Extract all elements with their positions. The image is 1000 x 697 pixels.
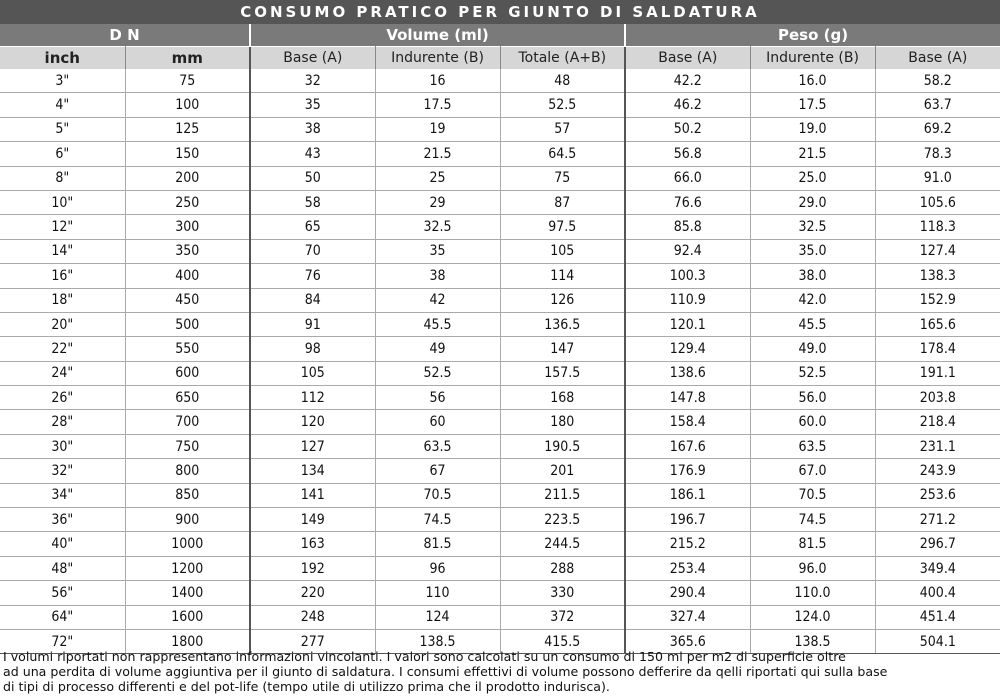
- cell-peso-base-2: 178.4: [875, 337, 1000, 361]
- cell-volume-totale: 105: [500, 239, 625, 263]
- cell-peso-base: 56.8: [625, 142, 750, 166]
- cell-peso-base-2: 349.4: [875, 556, 1000, 580]
- cell-mm: 1600: [125, 605, 250, 629]
- table-row: [0, 605, 1000, 629]
- cell-inch: 56": [0, 581, 125, 605]
- cell-volume-indurente: 60: [375, 410, 500, 434]
- cell-inch: 8": [0, 166, 125, 190]
- cell-volume-base: 163: [250, 532, 375, 556]
- cell-inch: 22": [0, 337, 125, 361]
- cell-peso-base-2: 203.8: [875, 386, 1000, 410]
- cell-volume-totale: 126: [500, 288, 625, 312]
- cell-volume-indurente: 19: [375, 117, 500, 141]
- cell-volume-totale: 415.5: [500, 629, 625, 653]
- column-header-peso-base: Base (A): [625, 47, 750, 70]
- cell-volume-base: 58: [250, 190, 375, 214]
- cell-peso-indurente: 52.5: [750, 361, 875, 385]
- cell-peso-base: 85.8: [625, 215, 750, 239]
- cell-mm: 750: [125, 434, 250, 458]
- cell-volume-base: 70: [250, 239, 375, 263]
- cell-inch: 24": [0, 361, 125, 385]
- table-row: [0, 166, 1000, 190]
- cell-inch: 3": [0, 69, 125, 93]
- cell-inch: 20": [0, 312, 125, 336]
- cell-volume-indurente: 38: [375, 264, 500, 288]
- cell-peso-base-2: 243.9: [875, 459, 1000, 483]
- cell-mm: 1200: [125, 556, 250, 580]
- cell-volume-totale: 288: [500, 556, 625, 580]
- cell-peso-base: 167.6: [625, 434, 750, 458]
- cell-inch: 4": [0, 93, 125, 117]
- cell-peso-indurente: 32.5: [750, 215, 875, 239]
- cell-volume-totale: 57: [500, 117, 625, 141]
- cell-peso-base-2: 105.6: [875, 190, 1000, 214]
- cell-volume-totale: 201: [500, 459, 625, 483]
- cell-volume-indurente: 74.5: [375, 508, 500, 532]
- cell-volume-base: 32: [250, 69, 375, 93]
- cell-volume-indurente: 52.5: [375, 361, 500, 385]
- cell-mm: 650: [125, 386, 250, 410]
- cell-volume-base: 38: [250, 117, 375, 141]
- cell-volume-base: 248: [250, 605, 375, 629]
- table-row: [0, 312, 1000, 336]
- cell-volume-indurente: 17.5: [375, 93, 500, 117]
- column-header-peso-indurente: Indurente (B): [750, 47, 875, 70]
- cell-volume-base: 50: [250, 166, 375, 190]
- cell-mm: 800: [125, 459, 250, 483]
- cell-mm: 850: [125, 483, 250, 507]
- cell-peso-base: 290.4: [625, 581, 750, 605]
- cell-volume-totale: 64.5: [500, 142, 625, 166]
- table-body: [0, 69, 1000, 654]
- cell-peso-base-2: 231.1: [875, 434, 1000, 458]
- cell-volume-indurente: 45.5: [375, 312, 500, 336]
- cell-peso-indurente: 29.0: [750, 190, 875, 214]
- cell-volume-base: 149: [250, 508, 375, 532]
- column-header-inch: inch: [0, 47, 125, 70]
- cell-peso-base: 100.3: [625, 264, 750, 288]
- cell-inch: 32": [0, 459, 125, 483]
- cell-peso-base: 92.4: [625, 239, 750, 263]
- cell-inch: 72": [0, 629, 125, 653]
- cell-inch: 30": [0, 434, 125, 458]
- cell-peso-base: 110.9: [625, 288, 750, 312]
- cell-volume-totale: 87: [500, 190, 625, 214]
- table-row: [0, 361, 1000, 385]
- cell-peso-base-2: 451.4: [875, 605, 1000, 629]
- cell-peso-indurente: 35.0: [750, 239, 875, 263]
- cell-volume-base: 192: [250, 556, 375, 580]
- cell-mm: 200: [125, 166, 250, 190]
- cell-peso-indurente: 16.0: [750, 69, 875, 93]
- cell-peso-base-2: 165.6: [875, 312, 1000, 336]
- cell-volume-indurente: 124: [375, 605, 500, 629]
- cell-inch: 28": [0, 410, 125, 434]
- cell-volume-base: 91: [250, 312, 375, 336]
- table-row: [0, 556, 1000, 580]
- cell-peso-base-2: 296.7: [875, 532, 1000, 556]
- cell-volume-indurente: 21.5: [375, 142, 500, 166]
- cell-mm: 1800: [125, 629, 250, 653]
- cell-peso-base-2: 63.7: [875, 93, 1000, 117]
- cell-volume-indurente: 56: [375, 386, 500, 410]
- cell-peso-base: 186.1: [625, 483, 750, 507]
- table-row: [0, 93, 1000, 117]
- cell-volume-totale: 372: [500, 605, 625, 629]
- table-row: [0, 581, 1000, 605]
- cell-peso-base: 196.7: [625, 508, 750, 532]
- cell-peso-base-2: 152.9: [875, 288, 1000, 312]
- cell-volume-base: 105: [250, 361, 375, 385]
- cell-mm: 250: [125, 190, 250, 214]
- table-row: [0, 459, 1000, 483]
- cell-volume-totale: 97.5: [500, 215, 625, 239]
- cell-peso-base: 158.4: [625, 410, 750, 434]
- column-header-volume-indurente: Indurente (B): [375, 47, 500, 70]
- cell-volume-indurente: 42: [375, 288, 500, 312]
- cell-volume-base: 84: [250, 288, 375, 312]
- cell-volume-base: 43: [250, 142, 375, 166]
- cell-peso-indurente: 124.0: [750, 605, 875, 629]
- cell-volume-totale: 52.5: [500, 93, 625, 117]
- cell-mm: 350: [125, 239, 250, 263]
- table-row: [0, 337, 1000, 361]
- cell-volume-base: 65: [250, 215, 375, 239]
- cell-inch: 36": [0, 508, 125, 532]
- cell-peso-base-2: 69.2: [875, 117, 1000, 141]
- group-header-peso: Peso (g): [625, 24, 1000, 47]
- cell-volume-indurente: 25: [375, 166, 500, 190]
- cell-inch: 40": [0, 532, 125, 556]
- cell-peso-base: 46.2: [625, 93, 750, 117]
- cell-volume-base: 220: [250, 581, 375, 605]
- cell-mm: 900: [125, 508, 250, 532]
- cell-mm: 400: [125, 264, 250, 288]
- cell-peso-base-2: 118.3: [875, 215, 1000, 239]
- cell-peso-base: 327.4: [625, 605, 750, 629]
- cell-peso-base: 50.2: [625, 117, 750, 141]
- column-header-peso-base-2: Base (A): [875, 47, 1000, 70]
- cell-peso-base-2: 400.4: [875, 581, 1000, 605]
- cell-volume-indurente: 110: [375, 581, 500, 605]
- cell-peso-base-2: 504.1: [875, 629, 1000, 653]
- cell-peso-base-2: 218.4: [875, 410, 1000, 434]
- table-row: [0, 264, 1000, 288]
- cell-volume-indurente: 35: [375, 239, 500, 263]
- cell-inch: 12": [0, 215, 125, 239]
- cell-peso-indurente: 42.0: [750, 288, 875, 312]
- cell-mm: 150: [125, 142, 250, 166]
- cell-peso-indurente: 70.5: [750, 483, 875, 507]
- cell-peso-indurente: 25.0: [750, 166, 875, 190]
- cell-peso-indurente: 38.0: [750, 264, 875, 288]
- footnote-line: ad una perdita di volume aggiuntiva per il giunto di saldatura. I consumi effettivi di volume possono defferire da qelli riportati qui sulla base: [3, 664, 888, 679]
- cell-inch: 64": [0, 605, 125, 629]
- cell-peso-indurente: 96.0: [750, 556, 875, 580]
- table-row: [0, 386, 1000, 410]
- cell-volume-totale: 147: [500, 337, 625, 361]
- table-row: [0, 410, 1000, 434]
- cell-peso-indurente: 138.5: [750, 629, 875, 653]
- cell-peso-base-2: 253.6: [875, 483, 1000, 507]
- table-row: [0, 190, 1000, 214]
- cell-peso-base-2: 127.4: [875, 239, 1000, 263]
- cell-peso-base-2: 271.2: [875, 508, 1000, 532]
- cell-mm: 1400: [125, 581, 250, 605]
- cell-volume-totale: 168: [500, 386, 625, 410]
- cell-inch: 48": [0, 556, 125, 580]
- cell-volume-indurente: 70.5: [375, 483, 500, 507]
- cell-peso-indurente: 45.5: [750, 312, 875, 336]
- cell-peso-indurente: 63.5: [750, 434, 875, 458]
- cell-inch: 10": [0, 190, 125, 214]
- cell-volume-indurente: 32.5: [375, 215, 500, 239]
- column-header-volume-base: Base (A): [250, 47, 375, 70]
- cell-peso-base: 66.0: [625, 166, 750, 190]
- cell-mm: 1000: [125, 532, 250, 556]
- cell-inch: 34": [0, 483, 125, 507]
- cell-mm: 450: [125, 288, 250, 312]
- table-row: [0, 69, 1000, 93]
- cell-volume-totale: 330: [500, 581, 625, 605]
- cell-volume-base: 120: [250, 410, 375, 434]
- cell-peso-base-2: 138.3: [875, 264, 1000, 288]
- cell-peso-indurente: 49.0: [750, 337, 875, 361]
- cell-volume-indurente: 29: [375, 190, 500, 214]
- cell-volume-indurente: 138.5: [375, 629, 500, 653]
- cell-inch: 6": [0, 142, 125, 166]
- cell-mm: 300: [125, 215, 250, 239]
- cell-peso-base: 215.2: [625, 532, 750, 556]
- cell-volume-totale: 114: [500, 264, 625, 288]
- table-row: [0, 215, 1000, 239]
- group-header-volume: Volume (ml): [250, 24, 625, 47]
- cell-mm: 700: [125, 410, 250, 434]
- cell-volume-totale: 136.5: [500, 312, 625, 336]
- cell-volume-totale: 180: [500, 410, 625, 434]
- cell-peso-indurente: 21.5: [750, 142, 875, 166]
- cell-volume-indurente: 67: [375, 459, 500, 483]
- cell-mm: 100: [125, 93, 250, 117]
- table-title: CONSUMO PRATICO PER GIUNTO DI SALDATURA: [0, 0, 1000, 24]
- table-row: [0, 239, 1000, 263]
- table-row: [0, 508, 1000, 532]
- cell-peso-indurente: 56.0: [750, 386, 875, 410]
- cell-volume-base: 134: [250, 459, 375, 483]
- table-row: [0, 288, 1000, 312]
- cell-peso-indurente: 19.0: [750, 117, 875, 141]
- cell-volume-base: 98: [250, 337, 375, 361]
- cell-peso-base-2: 78.3: [875, 142, 1000, 166]
- column-header-volume-totale: Totale (A+B): [500, 47, 625, 70]
- cell-volume-base: 127: [250, 434, 375, 458]
- cell-peso-indurente: 74.5: [750, 508, 875, 532]
- table-row: [0, 434, 1000, 458]
- table-row: [0, 142, 1000, 166]
- cell-peso-base: 176.9: [625, 459, 750, 483]
- cell-peso-base: 147.8: [625, 386, 750, 410]
- cell-peso-base: 120.1: [625, 312, 750, 336]
- cell-mm: 550: [125, 337, 250, 361]
- cell-volume-indurente: 63.5: [375, 434, 500, 458]
- cell-volume-indurente: 16: [375, 69, 500, 93]
- cell-volume-totale: 211.5: [500, 483, 625, 507]
- cell-volume-indurente: 81.5: [375, 532, 500, 556]
- cell-volume-totale: 223.5: [500, 508, 625, 532]
- cell-inch: 18": [0, 288, 125, 312]
- cell-volume-base: 141: [250, 483, 375, 507]
- cell-volume-base: 76: [250, 264, 375, 288]
- cell-mm: 75: [125, 69, 250, 93]
- cell-peso-base-2: 58.2: [875, 69, 1000, 93]
- cell-volume-totale: 75: [500, 166, 625, 190]
- cell-volume-totale: 157.5: [500, 361, 625, 385]
- footnote-line: di tipi di processo differenti e del pot-life (tempo utile di utilizzo prima che il prodotto indurisca).: [3, 679, 610, 694]
- cell-inch: 26": [0, 386, 125, 410]
- cell-peso-indurente: 110.0: [750, 581, 875, 605]
- table-row: [0, 532, 1000, 556]
- cell-mm: 125: [125, 117, 250, 141]
- cell-peso-base-2: 91.0: [875, 166, 1000, 190]
- cell-mm: 600: [125, 361, 250, 385]
- cell-volume-base: 112: [250, 386, 375, 410]
- cell-mm: 500: [125, 312, 250, 336]
- table-row: [0, 117, 1000, 141]
- cell-peso-indurente: 67.0: [750, 459, 875, 483]
- cell-volume-indurente: 96: [375, 556, 500, 580]
- group-header-dn: D N: [0, 24, 250, 47]
- cell-inch: 16": [0, 264, 125, 288]
- footnote-line: I volumi riportati non rappresentano informazioni vincolanti. I valori sono calcolati su un consumo di 150 ml per m2 di superficie oltre: [3, 649, 846, 664]
- cell-peso-base: 365.6: [625, 629, 750, 653]
- cell-peso-base: 129.4: [625, 337, 750, 361]
- footnote: [3, 649, 993, 694]
- consumption-table: [0, 24, 1000, 654]
- cell-peso-indurente: 60.0: [750, 410, 875, 434]
- cell-volume-totale: 244.5: [500, 532, 625, 556]
- cell-inch: 14": [0, 239, 125, 263]
- cell-volume-indurente: 49: [375, 337, 500, 361]
- cell-volume-base: 35: [250, 93, 375, 117]
- cell-inch: 5": [0, 117, 125, 141]
- cell-peso-base: 76.6: [625, 190, 750, 214]
- cell-peso-base: 42.2: [625, 69, 750, 93]
- cell-volume-base: 277: [250, 629, 375, 653]
- cell-peso-base-2: 191.1: [875, 361, 1000, 385]
- table-row: [0, 483, 1000, 507]
- cell-peso-indurente: 17.5: [750, 93, 875, 117]
- column-header-mm: mm: [125, 47, 250, 70]
- cell-volume-totale: 190.5: [500, 434, 625, 458]
- cell-peso-base: 253.4: [625, 556, 750, 580]
- cell-volume-totale: 48: [500, 69, 625, 93]
- cell-peso-base: 138.6: [625, 361, 750, 385]
- cell-peso-indurente: 81.5: [750, 532, 875, 556]
